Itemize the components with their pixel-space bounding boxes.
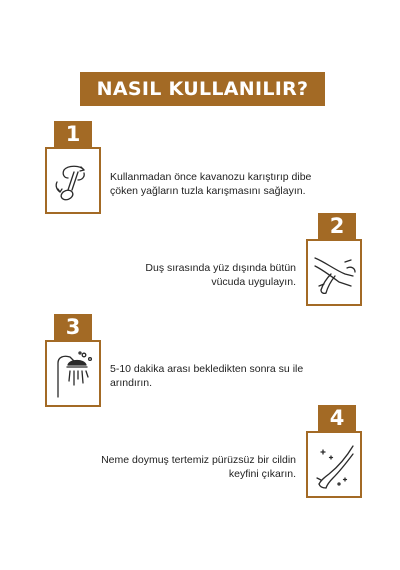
hand-massage-icon: [306, 239, 362, 306]
step-text-4: Neme doymuş tertemiz pürüzsüz bir cildin keyfini çıkarın.: [101, 454, 296, 480]
smooth-arm-icon: [306, 431, 362, 498]
step-number-1: 1: [54, 121, 92, 147]
step-text-1: Kullanmadan önce kavanozu karıştırıp dibe çöken yağların tuzla karışmasını sağlayın.: [110, 171, 312, 197]
step-text-2: Duş sırasında yüz dışında bütün vücuda uygulayın.: [145, 262, 296, 288]
spoon-stir-icon: [45, 147, 101, 214]
page-title: NASIL KULLANILIR?: [80, 72, 325, 106]
shower-icon: [45, 340, 101, 407]
step-text-3: 5-10 dakika arası bekledikten sonra su ile arındırın.: [110, 363, 304, 389]
step-number-3: 3: [54, 314, 92, 340]
step-number-4: 4: [318, 405, 356, 431]
step-number-2: 2: [318, 213, 356, 239]
